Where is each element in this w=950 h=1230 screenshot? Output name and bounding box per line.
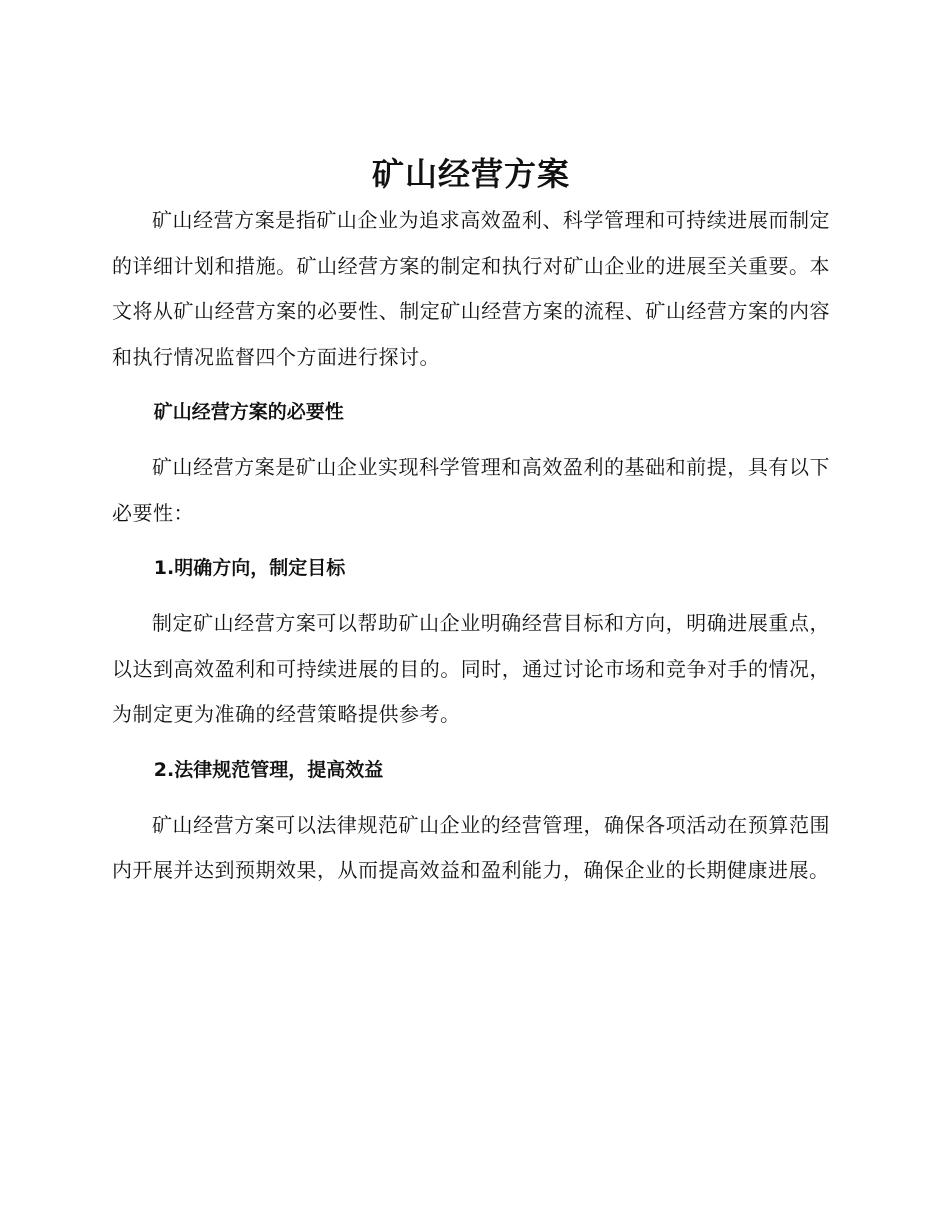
item-heading-management: 2.法律规范管理，提高效益 bbox=[153, 758, 384, 781]
document-title: 矿山经营方案 bbox=[371, 155, 570, 193]
spacer bbox=[112, 435, 830, 445]
document-page bbox=[112, 150, 830, 894]
intro-paragraph: 矿山经营方案是指矿山企业为追求高效盈利、科学管理和可持续进展而制定的详细计划和措施。矿山经营方案的制定和执行对矿山企业的进展至关重要。本文将从矿山经营方案的必要性、制定矿山经营方案的流程、矿山经营方案的内容和执行情况监督四个方面进行探讨。 bbox=[112, 208, 830, 369]
direction-paragraph: 制定矿山经营方案可以帮助矿山企业明确经营目标和方向，明确进展重点，以达到高效盈利和可持续进展的目的。同时，通过讨论市场和竞争对手的情况，为制定更为准确的经营策略提供参考。 bbox=[112, 611, 830, 726]
spacer bbox=[112, 738, 830, 748]
section-heading-necessity: 矿山经营方案的必要性 bbox=[153, 401, 344, 423]
management-paragraph: 矿山经营方案可以法律规范矿山企业的经营管理，确保各项活动在预算范围内开展并达到预期效果，从而提高效益和盈利能力，确保企业的长期健康进展。 bbox=[112, 812, 830, 882]
spacer bbox=[112, 793, 830, 803]
necessity-paragraph: 矿山经营方案是矿山企业实现科学管理和高效盈利的基础和前提，具有以下必要性： bbox=[112, 455, 830, 525]
spacer bbox=[112, 536, 830, 546]
spacer bbox=[112, 591, 830, 601]
item-heading-direction: 1.明确方向，制定目标 bbox=[153, 557, 346, 579]
spacer bbox=[112, 380, 830, 390]
